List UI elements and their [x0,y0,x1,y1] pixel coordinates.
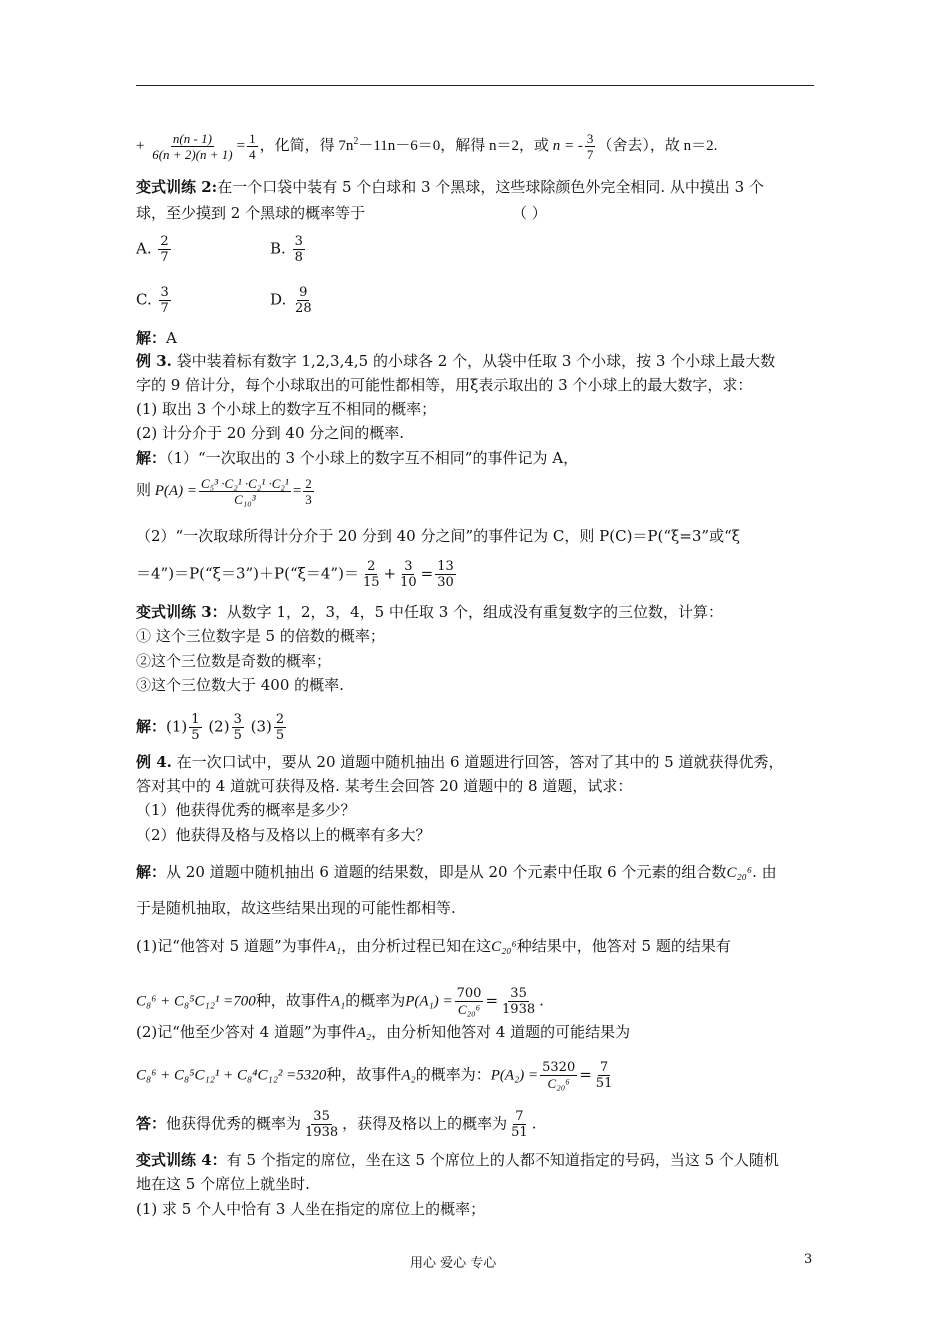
equation-line [136,1060,616,1091]
fraction [232,712,244,743]
denominator: C₂₀⁶ [547,1076,570,1091]
text: 的概率为： [415,1065,491,1084]
paragraph-line: 字的 9 倍计分，每个小球取出的可能性都相等，用ξ表示取出的 3 个小球上的最大数字，求： [136,376,753,394]
solution-label: 解： [136,717,167,736]
numerator: 5320 [542,1060,576,1075]
option-key: B. [270,239,286,258]
denominator: 5 [233,728,242,743]
item-number: (2) [208,717,230,736]
header-rule [136,85,814,86]
numerator: 2 [275,712,285,727]
solution-line [136,328,177,348]
fraction [303,1109,340,1140]
fraction [435,559,456,590]
numerator: 3 [160,285,169,300]
text: 种结果中，他答对 5 题的结果有 [516,937,731,955]
numerator: 700 [456,986,482,1001]
text: 种，故事件 [255,991,331,1010]
paragraph-line [136,936,731,957]
equation-line [136,476,316,507]
equals: = [292,482,302,499]
text: . 由 [752,863,777,881]
text: （舍去），故 n＝2. [597,137,718,154]
numerator: n(n - 1) [172,131,212,146]
numerator: 3 [404,559,413,574]
paragraph-line: (1) 求 5 个人中恰有 3 人坐在指定的席位上的概率； [136,1200,486,1218]
math-text: C₂₀⁶ [491,939,517,955]
math-text: P(A) = [154,482,197,499]
answer-line [136,1109,536,1140]
numerator: 3 [586,131,594,146]
fraction [585,131,596,162]
paragraph-line [136,602,723,622]
option-key: C. [136,290,152,309]
denominator: 5 [275,728,285,743]
math-text: A₁ [330,993,346,1010]
numerator: 2 [367,559,376,574]
numerator: 1 [249,131,256,146]
answer-label: 答： [136,1114,167,1133]
math-text: n = - [552,137,583,154]
denominator: 7 [160,250,169,265]
paragraph-line [136,203,365,223]
math-text: P(A₂) = [490,1067,539,1084]
denominator: 51 [511,1125,528,1140]
text: 有 5 个指定的席位，坐在这 5 个席位上的人都不知道指定的号码，当这 5 个人随机 [226,1151,779,1169]
text: 从 20 道题中随机抽出 6 道题的结果数，即是从 20 个元素中任取 6 个元素的组合数 [166,863,727,881]
equation-line [136,131,717,162]
section-heading: 变式训练 3： [136,603,227,621]
numerator: 35 [313,1109,330,1124]
text: 则 [136,482,152,499]
paragraph-line: 答对其中的 4 道就可获得及格. 某考生会回答 20 道题中的 8 道题，试求： [136,777,633,795]
text: 在一个口袋中装有 5 个白球和 3 个黑球，这些球除颜色外完全相同. 从中摸出 3 个 [217,178,764,196]
example-heading: 例 3. [136,352,172,370]
solution-label: 解： [136,449,167,467]
paragraph-line [136,177,764,197]
denominator: 8 [294,250,303,265]
text: . [539,991,544,1010]
fraction [361,559,382,590]
text: 袋中装着标有数字 1,2,3,4,5 的小球各 2 个，从袋中任取 3 个小球，按 3 个小球上最大数 [171,352,776,370]
option-a [136,234,173,265]
paragraph-line [136,862,777,883]
numerator: 2 [305,476,312,491]
text: ，由分析过程已知在这 [341,937,492,955]
numerator: 7 [515,1109,524,1124]
fraction [594,1060,615,1091]
text: A [166,329,177,347]
math-text: A₁ [326,939,342,955]
solution-label: 解： [136,863,167,881]
numerator: 1 [191,712,200,727]
numerator: 7 [599,1060,609,1075]
equation-line [136,986,544,1017]
text: 从数字 1，2，3，4，5 中任取 3 个，组成没有重复数字的三位数，计算： [226,603,724,621]
text: ，获得及格以上的概率为 [342,1114,508,1133]
equals: = [420,564,434,583]
item-number: (3) [250,717,272,736]
equals: = [485,991,499,1010]
denominator: C₂₀⁶ [457,1002,481,1017]
text: ，由分析知他答对 4 道题的可能结果为 [371,1023,631,1041]
text: 种，故事件 [326,1065,402,1084]
denominator: C₁₀³ [234,492,256,507]
math-text: A₂ [356,1025,372,1041]
denominator: 15 [362,575,380,590]
paragraph-line [136,752,783,772]
text: 他获得优秀的概率为 [166,1114,302,1133]
fraction [303,476,314,507]
solution-line [136,712,288,743]
text: (2)记“他至少答对 4 道题”为事件 [136,1023,357,1041]
example-heading: 例 4. [136,753,172,771]
item-number: (1) [166,717,188,736]
paragraph-line: 地在这 5 个席位上就坐时. [136,1175,310,1193]
denominator: 5 [191,728,200,743]
option-c [136,285,173,316]
paragraph-line [136,448,578,468]
section-heading: 变式训练 4： [136,1151,227,1169]
fraction [293,234,305,265]
denominator: 7 [586,147,594,162]
page-footer: 用心 爱心 专心 [410,1256,497,1271]
paragraph-line: （2）他获得及格与及格以上的概率有多大？ [136,826,431,844]
denominator: 7 [160,301,169,316]
text: ＝4”)＝P(“ξ＝3”)＋P(“ξ＝4”)＝ [136,564,359,583]
plus-sign: + [136,137,145,154]
fraction [455,986,484,1017]
text: －11n－6＝0，解得 n＝2，或 [358,137,550,154]
text: ，化简，得 7n [259,137,354,154]
numerator: 9 [299,285,308,300]
equation-line [136,559,458,590]
fraction [540,1060,577,1091]
denominator: 1938 [502,1002,536,1017]
denominator: 30 [437,575,454,590]
denominator: 10 [400,575,417,590]
fraction [158,234,170,265]
page-number: 3 [804,1252,813,1267]
section-heading: 变式训练 2: [136,178,218,196]
equals: = [579,1065,592,1084]
math-text: P(A₁) = [405,993,453,1010]
math-text: C₈⁶ + C₈⁵C₁₂¹ =700 [136,993,256,1010]
denominator: 3 [305,492,312,507]
paragraph-line: （2）“一次取球所得计分介于 20 分到 40 分之间”的事件记为 C，则 P(C)＝P(“ξ=3”或“ξ [136,527,741,545]
paragraph-line: （1）他获得优秀的概率是多少？ [136,801,356,819]
paragraph-line: (1) 取出 3 个小球上的数字互不相同的概率； [136,400,437,418]
text: 球，至少摸到 2 个黑球的概率等于 [136,204,366,222]
paragraph-line [136,1022,630,1043]
superscript: 2 [353,135,359,147]
equals: = [236,137,246,154]
paragraph-line: ②这个三位数是奇数的概率； [136,652,332,670]
text: 在一次口试中，要从 20 道题中随机抽出 6 道题进行回答，答对了其中的 5 道就获得优秀， [171,753,784,771]
paragraph-line [136,1150,779,1170]
denominator: 6(n + 2)(n + 1) [152,147,233,162]
answer-paren: （ ） [512,204,547,222]
fraction [398,559,419,590]
paragraph-line [136,351,775,371]
fraction [500,986,537,1017]
fraction [159,285,171,316]
fraction [247,131,258,162]
denominator: 1938 [305,1125,339,1140]
numerator: 2 [160,234,169,249]
numerator: 35 [510,986,527,1001]
fraction [293,285,314,316]
denominator: 4 [249,147,256,162]
numerator: C₅³ ·C₂¹ ·C₂¹ ·C₂¹ [200,476,289,491]
fraction [274,712,286,743]
math-text: C₈⁶ + C₈⁵C₁₂¹ + C₈⁴C₁₂² =5320 [136,1067,327,1084]
paragraph-line: ① 这个三位数字是 5 的倍数的概率； [136,627,385,645]
math-text: C₂₀⁶ [726,865,753,881]
paragraph-line: ③这个三位数大于 400 的概率. [136,676,344,694]
option-key: D. [270,290,287,309]
paragraph-line: 于是随机抽取，故这些结果出现的可能性都相等. [136,899,456,917]
option-key: A. [136,239,152,258]
denominator: 51 [595,1076,613,1091]
text: (1)记“他答对 5 道题”为事件 [136,937,327,955]
text: （1）“一次取出的 3 个小球上的数字互不相同”的事件记为 A， [166,449,579,467]
math-text: A₂ [401,1067,416,1084]
text: . [531,1114,537,1133]
fraction [189,712,201,743]
text: 的概率为 [345,991,406,1010]
solution-label: 解： [136,329,167,347]
option-b [270,234,307,265]
option-d [270,285,316,316]
numerator: 3 [233,712,242,727]
fraction [150,131,234,162]
paragraph-line: (2) 计分介于 20 分到 40 分之间的概率. [136,424,405,442]
fraction [509,1109,530,1140]
numerator: 13 [437,559,454,574]
plus-sign: + [383,564,397,583]
denominator: 28 [295,301,312,316]
fraction [199,476,291,507]
numerator: 3 [294,234,303,249]
